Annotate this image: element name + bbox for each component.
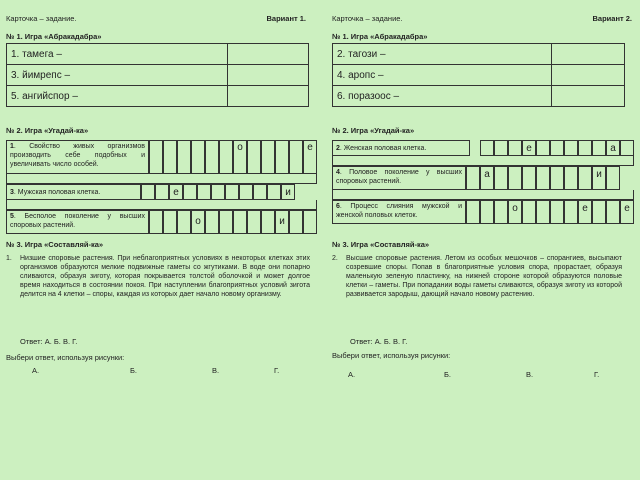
- card-variant-1: [2, 0, 316, 480]
- crossword-spacer: [6, 174, 306, 184]
- letter-cell[interactable]: е: [303, 140, 317, 174]
- variant-label: Вариант 2.: [592, 14, 632, 23]
- letter-cell[interactable]: [508, 166, 522, 190]
- game1-item: 2. тагози –: [333, 44, 552, 65]
- crossword-clue: 1. Свойство живых организмов производить себе подобных и увеличивать число особей.: [6, 140, 149, 174]
- letter-cell[interactable]: [536, 166, 550, 190]
- letter-cell[interactable]: [289, 210, 303, 234]
- answer-cell[interactable]: [552, 44, 625, 65]
- game1-table: [6, 43, 309, 107]
- option-d[interactable]: Г.: [274, 366, 280, 375]
- option-d[interactable]: Г.: [594, 370, 600, 379]
- letter-cell[interactable]: а: [606, 140, 620, 156]
- option-c[interactable]: В.: [212, 366, 220, 375]
- option-b[interactable]: Б.: [130, 366, 138, 375]
- letter-cell[interactable]: [522, 166, 536, 190]
- letter-cell[interactable]: [536, 200, 550, 224]
- letter-cell[interactable]: [564, 166, 578, 190]
- letter-cell[interactable]: [233, 210, 247, 234]
- crossword-row: [332, 140, 632, 156]
- letter-cell[interactable]: е: [169, 184, 183, 200]
- letter-cell[interactable]: [508, 140, 522, 156]
- spacer-row: [332, 156, 634, 166]
- game1-title: № 1. Игра «Абракадабра»: [6, 32, 102, 41]
- letter-cell[interactable]: [219, 210, 233, 234]
- letter-cell[interactable]: е: [578, 200, 592, 224]
- letter-cell[interactable]: [163, 210, 177, 234]
- crossword-row: [332, 200, 632, 224]
- letter-cell[interactable]: е: [620, 200, 634, 224]
- letter-cell[interactable]: о: [191, 210, 205, 234]
- variant-label: Вариант 1.: [266, 14, 306, 23]
- option-b[interactable]: Б.: [444, 370, 452, 379]
- letter-cell[interactable]: [149, 140, 163, 174]
- crossword-row: [6, 210, 306, 234]
- game1-item: 1. тамега –: [7, 44, 228, 65]
- crossword-clue: 2. Женская половая клетка.: [332, 140, 470, 156]
- letter-cell[interactable]: о: [233, 140, 247, 174]
- letter-cell[interactable]: [177, 140, 191, 174]
- letter-cell[interactable]: [191, 140, 205, 174]
- letter-cell[interactable]: [592, 140, 606, 156]
- game3-title: № 3. Игра «Составляй-ка»: [332, 240, 430, 249]
- spacer-row: [6, 174, 317, 184]
- letter-cell[interactable]: [550, 200, 564, 224]
- letter-cell[interactable]: [177, 210, 191, 234]
- game1-table: [332, 43, 625, 107]
- card-header: [332, 14, 632, 26]
- letter-cell[interactable]: а: [480, 166, 494, 190]
- option-a[interactable]: А.: [348, 370, 356, 379]
- crossword-spacer: [6, 200, 306, 210]
- letter-cell[interactable]: [225, 184, 239, 200]
- letter-cell[interactable]: [275, 140, 289, 174]
- letter-cell[interactable]: [494, 200, 508, 224]
- letter-cell[interactable]: [592, 200, 606, 224]
- answer-line: Ответ: А. Б. В. Г.: [350, 337, 408, 346]
- letter-cell[interactable]: [261, 210, 275, 234]
- answer-cell[interactable]: [552, 86, 625, 107]
- game3-text: 2. Высшие споровые растения. Летом из особых мешочков – спорангиев, высыпают созревшие споры. Попав в благоприятные условия спора, прорастает, образуя маленькую зеленую пластинку, на нижней стороне которой образуются половые клетки – гаметы. При попадании воды гаметы сливаются, образуя зиготу из которой развивается зародыш, дающий начало новому растению.: [332, 255, 622, 298]
- letter-cell[interactable]: [219, 140, 233, 174]
- letter-cell[interactable]: и: [592, 166, 606, 190]
- game1-item: 5. ангийспор –: [7, 86, 228, 107]
- card-title: Карточка – задание.: [6, 14, 77, 23]
- letter-cell[interactable]: [149, 210, 163, 234]
- letter-cell[interactable]: [494, 166, 508, 190]
- answer-cell[interactable]: [228, 44, 309, 65]
- letter-cell[interactable]: [211, 184, 225, 200]
- letter-cell[interactable]: и: [275, 210, 289, 234]
- card-variant-2: [328, 0, 640, 480]
- letter-cell[interactable]: [480, 200, 494, 224]
- letter-cell[interactable]: и: [281, 184, 295, 200]
- card-header: [6, 14, 306, 26]
- answer-cell[interactable]: [228, 65, 309, 86]
- letter-cell[interactable]: [141, 184, 155, 200]
- crossword-spacer: [332, 190, 632, 200]
- letter-cell[interactable]: [253, 184, 267, 200]
- letter-cell[interactable]: [466, 200, 480, 224]
- letter-cell[interactable]: [261, 140, 275, 174]
- letter-cell[interactable]: [606, 166, 620, 190]
- game1-item: 6. поразоос –: [333, 86, 552, 107]
- answer-cell[interactable]: [228, 86, 309, 107]
- letter-cell[interactable]: [480, 140, 494, 156]
- game3-title: № 3. Игра «Составляй-ка»: [6, 240, 104, 249]
- answer-line: Ответ: А. Б. В. Г.: [20, 337, 78, 346]
- crossword-row: [6, 184, 306, 200]
- game1-item: 4. аропс –: [333, 65, 552, 86]
- game2-title: № 2. Игра «Угадай-ка»: [6, 126, 89, 135]
- letter-cell[interactable]: [303, 210, 317, 234]
- letter-cell[interactable]: [247, 140, 261, 174]
- game1-item: 3. йимрепс –: [7, 65, 228, 86]
- crossword-clue: 6. Процесс слияния мужской и женской половых клеток.: [332, 200, 466, 224]
- card-title: Карточка – задание.: [332, 14, 403, 23]
- crossword-row: [6, 140, 313, 174]
- letter-cell[interactable]: [620, 140, 634, 156]
- crossword-clue: 5. Бесполое поколение у высших споровых растений.: [6, 210, 149, 234]
- letter-cell[interactable]: [183, 184, 197, 200]
- pick-prompt: Выбери ответ, используя рисунки:: [6, 353, 125, 362]
- letter-cell[interactable]: е: [522, 140, 536, 156]
- option-c[interactable]: В.: [526, 370, 534, 379]
- crossword-row: [332, 166, 632, 190]
- letter-cell[interactable]: [564, 140, 578, 156]
- game2-title: № 2. Игра «Угадай-ка»: [332, 126, 415, 135]
- letter-cell[interactable]: [550, 140, 564, 156]
- letter-cell[interactable]: [550, 166, 564, 190]
- letter-cell[interactable]: [578, 140, 592, 156]
- crossword-clue: 3. Мужская половая клетка.: [6, 184, 141, 200]
- letter-cell[interactable]: [564, 200, 578, 224]
- letter-cell[interactable]: [536, 140, 550, 156]
- spacer-row: [332, 190, 634, 200]
- letter-cell[interactable]: [522, 200, 536, 224]
- pick-prompt: Выбери ответ, используя рисунки:: [332, 351, 451, 360]
- letter-cell[interactable]: [494, 140, 508, 156]
- letter-cell[interactable]: [289, 140, 303, 174]
- letter-cell[interactable]: [197, 184, 211, 200]
- letter-cell[interactable]: [247, 210, 261, 234]
- letter-cell[interactable]: [205, 210, 219, 234]
- crossword-spacer: [332, 156, 632, 166]
- game1-title: № 1. Игра «Абракадабра»: [332, 32, 428, 41]
- letter-cell[interactable]: [239, 184, 253, 200]
- letter-cell[interactable]: [606, 200, 620, 224]
- crossword-clue: 4. Половое поколение у высших споровых растений.: [332, 166, 466, 190]
- letter-cell[interactable]: [155, 184, 169, 200]
- option-a[interactable]: А.: [32, 366, 40, 375]
- letter-cell[interactable]: [466, 166, 480, 190]
- answer-cell[interactable]: [552, 65, 625, 86]
- letter-cell[interactable]: о: [508, 200, 522, 224]
- letter-cell[interactable]: [267, 184, 281, 200]
- letter-cell[interactable]: [163, 140, 177, 174]
- letter-cell[interactable]: [578, 166, 592, 190]
- letter-cell[interactable]: [205, 140, 219, 174]
- game3-text: 1. Низшие споровые растения. При неблагоприятных условиях в некоторых клетках этих организмов образуются мелкие подвижные гаметы со жгутиками. В воде они попарно сливаются, образуя зиготу, которая покрывается толстой оболочкой и может долгое время находиться в состоянии покоя. При наступлении благоприятных условий зигота делится на 4 клетки – споры, каждая из которых дает начало новому организму.: [6, 255, 310, 298]
- spacer-row: [6, 200, 317, 210]
